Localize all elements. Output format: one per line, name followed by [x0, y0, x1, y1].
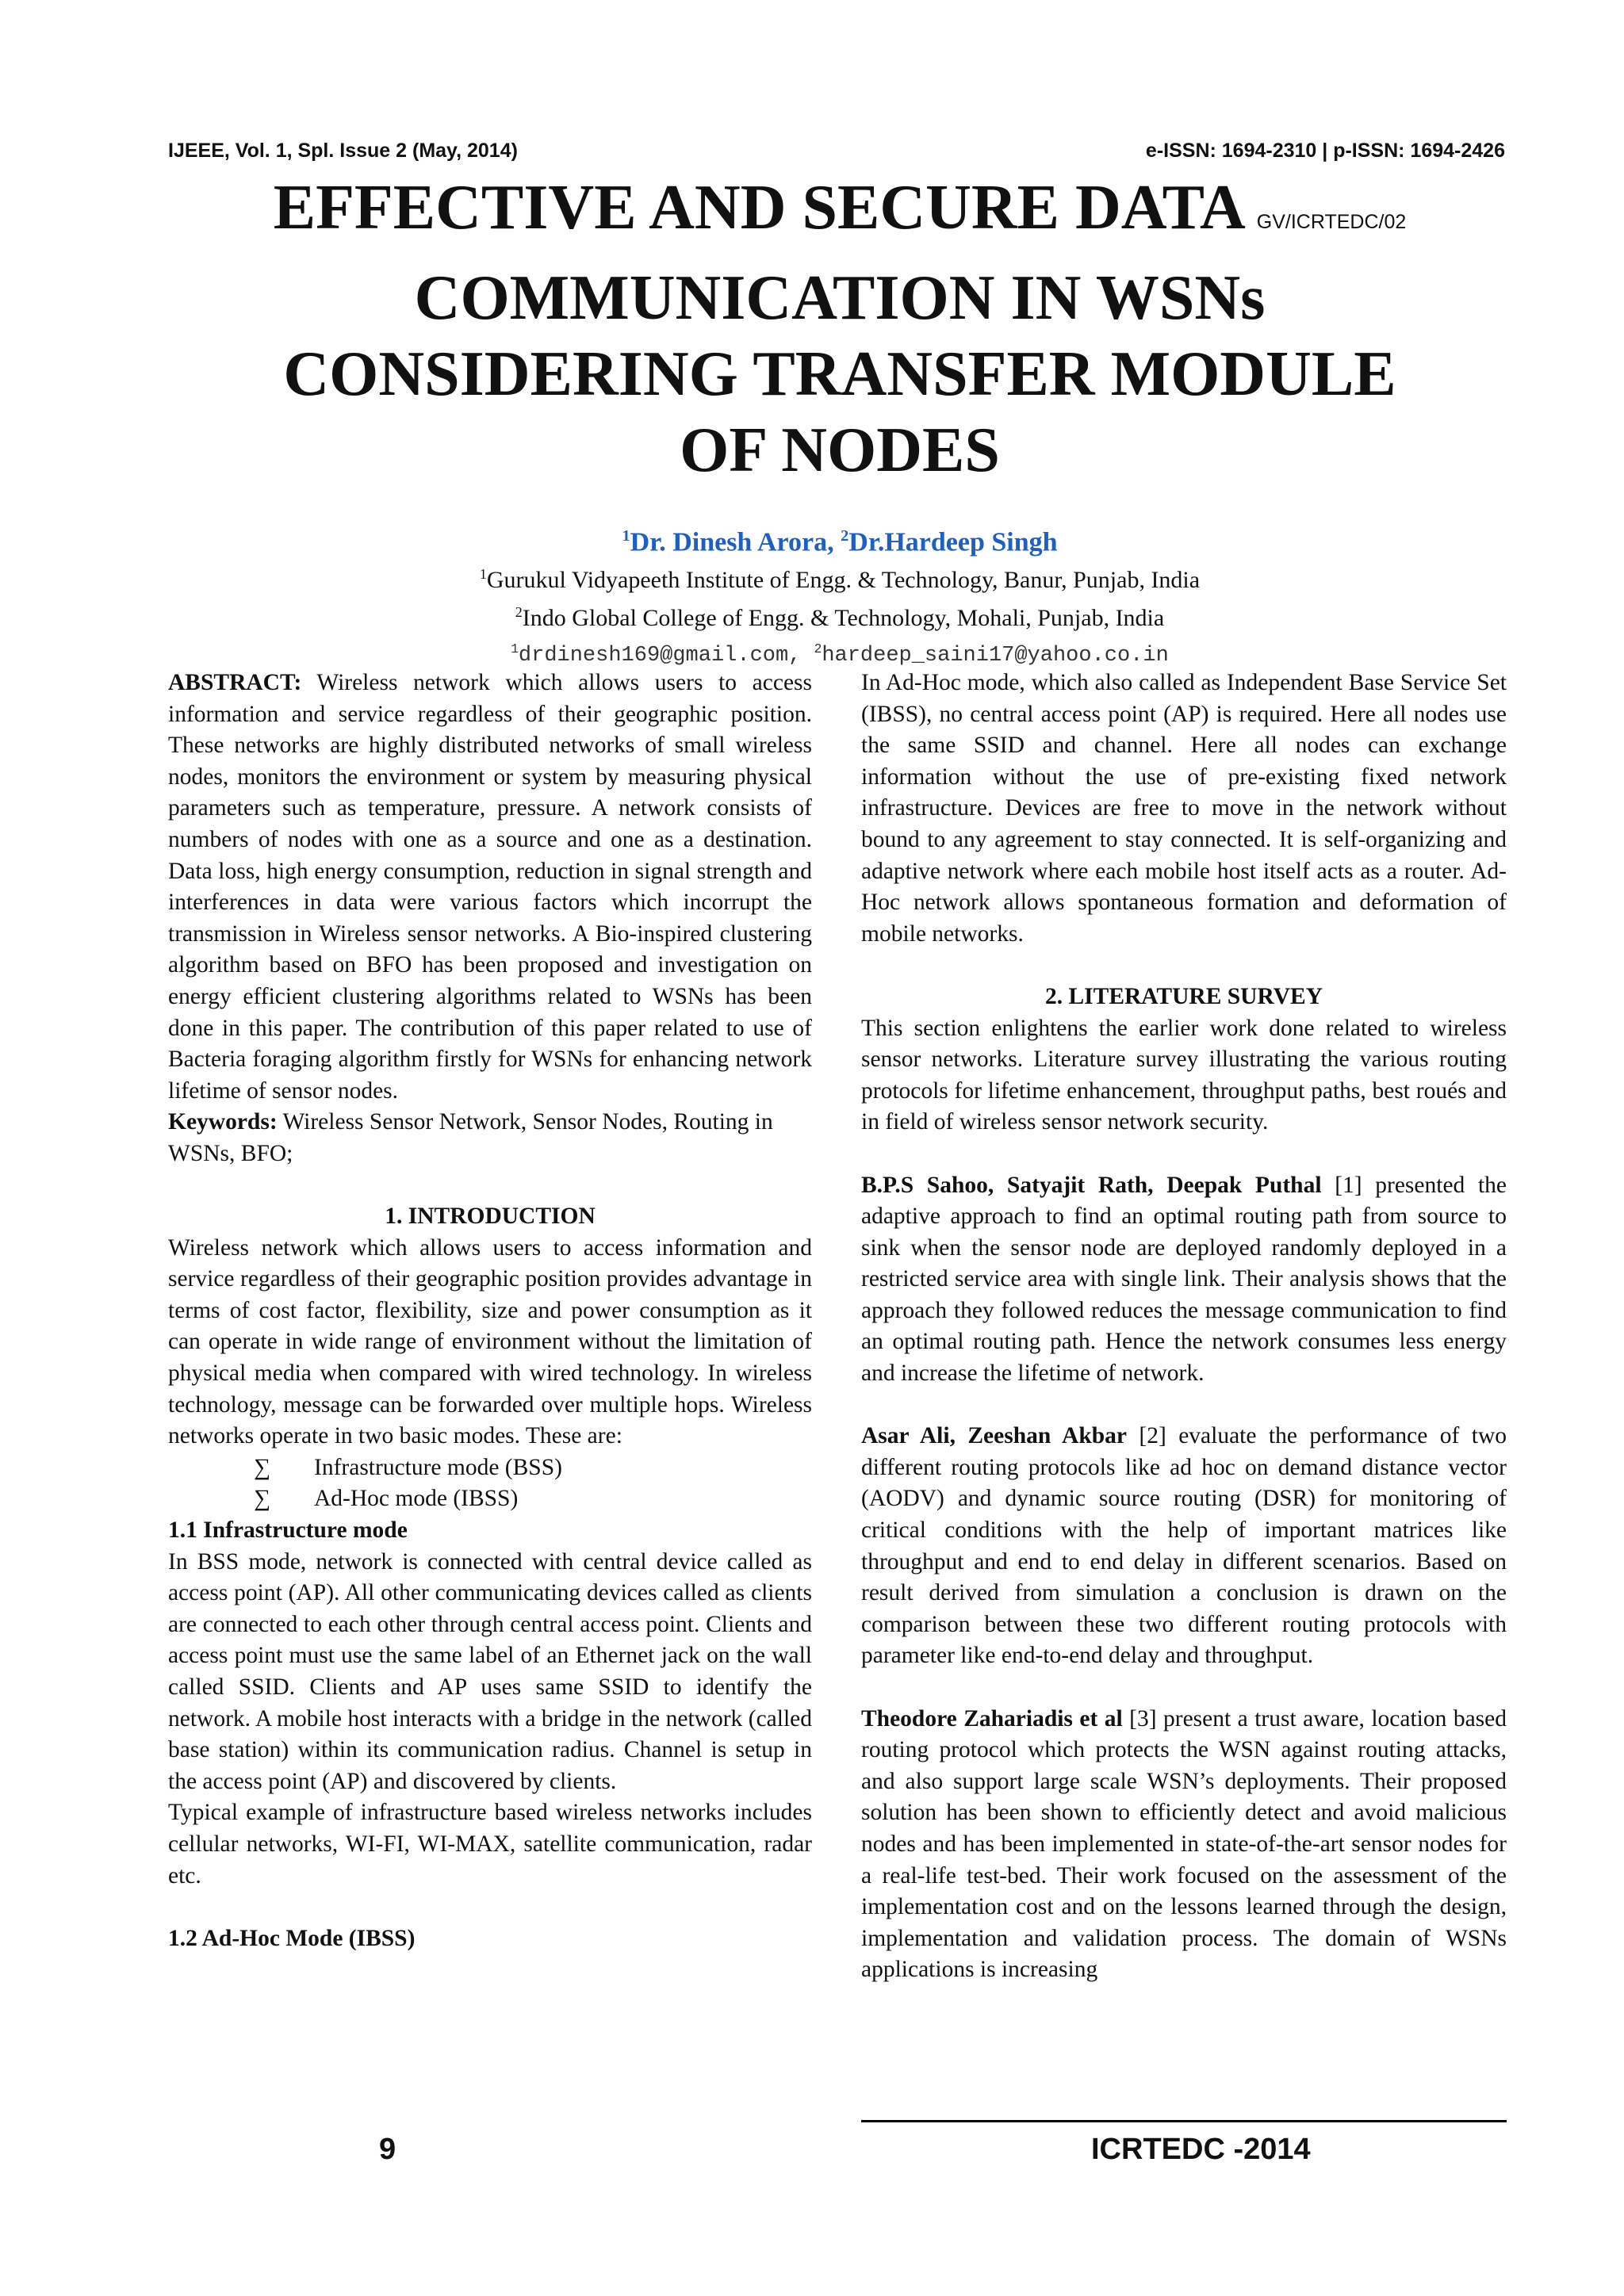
- email-1-sup: 1: [511, 642, 519, 657]
- conference-name: ICRTEDC -2014: [1091, 2133, 1311, 2166]
- spacer: [861, 1390, 1507, 1422]
- sigma-bullet-icon: ∑: [254, 1486, 271, 1512]
- subsection-heading-adhoc: 1.2 Ad-Hoc Mode (IBSS): [168, 1925, 416, 1951]
- reference-1-authors: B.P.S Sahoo, Satyajit Rath, Deepak Puthal: [861, 1172, 1322, 1198]
- abstract: [168, 668, 812, 1107]
- literature-intro-paragraph: This section enlightens the earlier work done related to wireless sensor networks. Literature survey illustrating the various routing protocols for lifetime enhancement, throughput paths, best roués and in field of wireless sensor network security.: [861, 1015, 1507, 1135]
- spacer: [168, 1170, 812, 1202]
- journal-info: IJEEE, Vol. 1, Spl. Issue 2 (May, 2014): [168, 140, 518, 162]
- spacer: [861, 1138, 1507, 1170]
- paper-code: GV/ICRTEDC/02: [1256, 211, 1407, 233]
- list-item: [168, 1483, 812, 1515]
- intro-paragraph: Wireless network which allows users to access information and service regardless of their geographic position provides advantage in terms of cost factor, flexibility, size and power consumption as it can operate in wide range of environment without the limitation of physical media when compared with wired technology. In wireless technology, message can be forwarded over multiple hops. Wireless networks operate in two basic modes. These are:: [168, 1234, 812, 1449]
- title-line-2: COMMUNICATION IN WSNs: [414, 263, 1266, 333]
- spacer: [861, 1672, 1507, 1704]
- running-header: [168, 140, 1505, 163]
- reference-2-text: [2] evaluate the performance of two different routing protocols like ad hoc on demand distance vector (AODV) and dynamic source routing (DSR) for monitoring of critical conditions with the help of important matrices like throughput and end to end delay in different scenarios. Based on result derived from simulation a conclusion is drawn on the comparison between these two different routing protocols with parameter like end-to-end delay and throughput.: [861, 1423, 1507, 1669]
- footer-divider: [861, 2120, 1507, 2122]
- author-emails: [159, 634, 1521, 671]
- title-line-3: CONSIDERING TRANSFER MODULE: [283, 339, 1396, 409]
- author-1-sup: 1: [622, 527, 630, 545]
- email-2[interactable]: hardeep_saini17@yahoo.co.in: [822, 644, 1169, 668]
- abstract-text: Wireless network which allows users to access information and service regardless of their geographic position. These networks are highly distributed networks of small wireless nodes, monitors the environment or system by measuring physical parameters such as temperature, pressure. A network consists of numbers of nodes with one as a source and one as a destination. Data loss, high energy consumption, reduction in signal strength and interferences in data were various factors which incorrupt the transmission in Wireless sensor networks. A Bio-inspired clustering algorithm based on BFO has been proposed and investigation on energy efficient clustering algorithms related to WSNs has been done in this paper. The contribution of this paper related to use of Bacteria foraging algorithm firstly for WSNs for enhancing network lifetime of sensor nodes.: [168, 670, 812, 1104]
- reference-3-text: [3] present a trust aware, location based routing protocol which protects the WSN against routing attacks, and also support large scale WSN’s deployments. Their proposed solution has been shown to efficiently detect and avoid malicious nodes and has been implemented in state-of-the-art sensor nodes for a real-life test-bed. Their work focused on the assessment of the implementation cost and on the lessons learned through the design, implementation and validation process. The domain of WSNs applications is increasing: [861, 1705, 1507, 1983]
- affiliation-2-text: Indo Global College of Engg. & Technology, Mohali, Punjab, India: [522, 605, 1165, 632]
- section-heading-literature-survey: 2. LITERATURE SURVEY: [1044, 983, 1323, 1009]
- affiliation-1-text: Gurukul Vidyapeeth Institute of Engg. & Technology, Banur, Punjab, India: [486, 567, 1201, 594]
- title-line-1: EFFECTIVE AND SECURE DATA: [273, 173, 1246, 243]
- spacer: [861, 950, 1507, 982]
- keywords: [168, 1107, 812, 1169]
- paper-title: [159, 170, 1521, 488]
- spacer: [168, 1892, 812, 1923]
- email-1[interactable]: drdinesh169@gmail.com,: [518, 644, 814, 668]
- right-column: [861, 668, 1507, 1986]
- reference-2-authors: Asar Ali, Zeeshan Akbar: [861, 1423, 1127, 1449]
- reference-summary-3: [861, 1704, 1507, 1986]
- list-item-text: Infrastructure mode (BSS): [314, 1454, 562, 1480]
- sigma-bullet-icon: ∑: [254, 1454, 271, 1480]
- affiliation-1: [159, 558, 1521, 596]
- title-line-4: OF NODES: [680, 415, 1000, 485]
- infrastructure-paragraph: In BSS mode, network is connected with central device called as access point (AP). All other communicating devices called as clients are connected to each other through central access point. Clients and access point must use the same label of an Ethernet jack on the wall called SSID. Clients and AP uses same SSID to identify the network. A mobile host interacts with a bridge in the network (called base station) within its communication radius. Channel is setup in the access point (AP) and discovered by clients.: [168, 1548, 812, 1794]
- affiliation-1-sup: 1: [479, 566, 487, 583]
- author-1: Dr. Dinesh Arora,: [630, 527, 841, 557]
- left-column: [168, 668, 812, 1954]
- author-2-sup: 2: [841, 527, 849, 545]
- affiliation-2-sup: 2: [515, 604, 523, 621]
- page-number: 9: [379, 2133, 396, 2166]
- reference-summary-1: [861, 1170, 1507, 1390]
- adhoc-paragraph: In Ad-Hoc mode, which also called as Independent Base Service Set (IBSS), no central access point (AP) is required. Here all nodes use the same SSID and channel. Here all nodes can exchange information without the use of pre-existing fixed network infrastructure. Devices are free to move in the network without bound to any agreement to stay connected. It is self-organizing and adaptive network where each mobile host itself acts as a router. Ad-Hoc network allows spontaneous formation and deformation of mobile networks.: [861, 670, 1507, 947]
- title-block: [159, 170, 1521, 671]
- list-item-text: Ad-Hoc mode (IBSS): [314, 1486, 519, 1512]
- keywords-text: Wireless Sensor Network, Sensor Nodes, Routing in WSNs, BFO;: [168, 1109, 773, 1166]
- email-2-sup: 2: [814, 642, 822, 657]
- reference-summary-2: [861, 1421, 1507, 1672]
- affiliation-2: [159, 596, 1521, 634]
- list-item: [168, 1452, 812, 1484]
- abstract-label: ABSTRACT:: [168, 670, 302, 695]
- author-names: [159, 520, 1521, 558]
- author-2: Dr.Hardeep Singh: [848, 527, 1058, 557]
- section-heading-introduction: 1. INTRODUCTION: [385, 1203, 596, 1230]
- keywords-label: Keywords:: [168, 1109, 278, 1135]
- reference-1-text: [1] presented the adaptive approach to find an optimal routing path from source to sink when the sensor node are deployed randomly deployed in a restricted service area with single link. Their analysis shows that the approach they followed reduces the message communication to find an optimal routing path. Hence the network consumes less energy and increase the lifetime of network.: [861, 1172, 1507, 1387]
- reference-3-authors: Theodore Zahariadis et al: [861, 1705, 1123, 1732]
- issn-info: e-ISSN: 1694-2310 | p-ISSN: 1694-2426: [1145, 140, 1505, 162]
- infrastructure-example-paragraph: Typical example of infrastructure based wireless networks includes cellular networks, WI-FI, WI-MAX, satellite communication, radar etc.: [168, 1800, 812, 1888]
- subsection-heading-infrastructure: 1.1 Infrastructure mode: [168, 1517, 408, 1544]
